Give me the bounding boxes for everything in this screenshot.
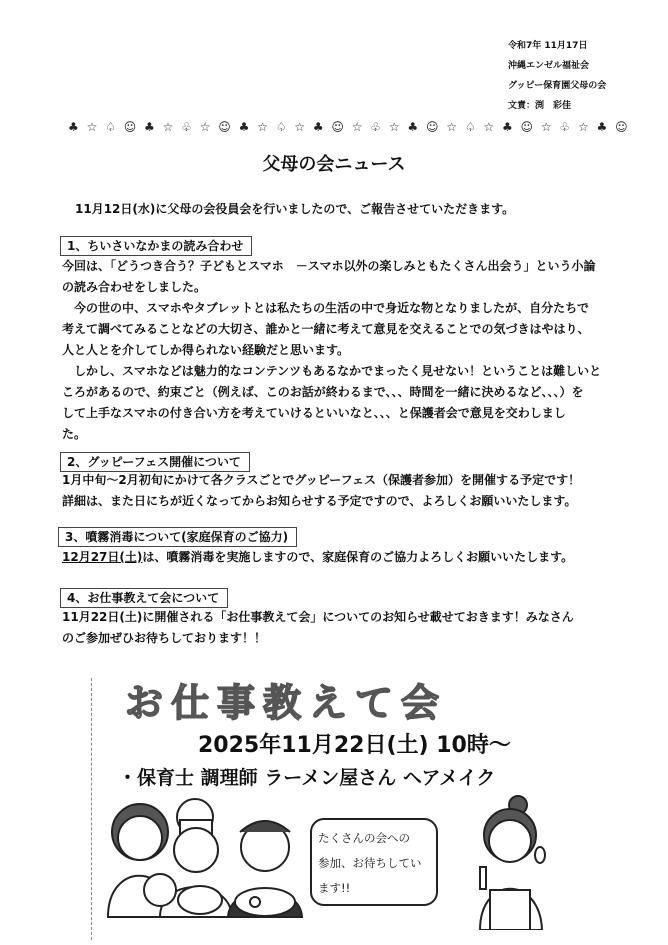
flyer-date: 2025年11月22日(土) 10時～	[198, 733, 511, 758]
decoration-icon: ♣	[238, 120, 250, 134]
section-2-body	[62, 470, 580, 512]
bubble-line: たくさんの会への	[318, 831, 410, 845]
intro-text: 11月12日(水)に父母の会役員会を行いましたので、ご報告させていただきます。	[75, 202, 515, 216]
section-4-heading: 4、お仕事教えて会について	[60, 588, 228, 608]
group-name: グッピー保育園父母の会	[508, 81, 607, 91]
decoration-icon: ☆	[388, 120, 400, 134]
decoration-icon: ☆	[162, 120, 174, 134]
decoration-icon: ♧	[559, 120, 571, 134]
document-date: 令和7年 11月17日	[508, 41, 588, 51]
body-line: のご参加ぜひお待ちしております！！	[62, 631, 267, 645]
decoration-icon: ☆	[540, 120, 552, 134]
section-4-body	[62, 607, 574, 649]
body-line: しかし、スマホなどは魅力的なコンテンツもあるなかでまったく見せない！ということは難しいと	[62, 364, 602, 378]
decoration-icon: ♤	[105, 120, 116, 134]
section-1-heading: 1、ちいさいなかまの読み合わせ	[60, 236, 252, 256]
organization-name: 沖縄エンゼル福祉会	[508, 61, 590, 71]
body-line: して上手なスマホの付き合い方を考えていけるといいなと、、、と保護者会で意見を交わしまし	[62, 406, 566, 420]
decoration-icon: ☆	[294, 120, 306, 134]
decoration-icon: ♤	[275, 120, 287, 134]
decoration-icon: ☆	[86, 120, 98, 134]
decoration-icon: ♣	[144, 120, 155, 134]
flyer-jobs: ・保育士 調理師 ラーメン屋さん ヘアメイク	[118, 767, 496, 789]
body-line: 考えて調べてみることなどの大切さ、誰かと一緒に考えて意見を交えることでの気づきはやはり、	[62, 322, 590, 336]
bubble-line: 参加、お待ちしてい	[318, 856, 422, 870]
decoration-icon: ☺	[331, 120, 344, 134]
body-line: た。	[62, 427, 87, 441]
decoration-icon: ☺	[218, 120, 231, 134]
decoration-icon: ☺	[520, 120, 534, 134]
decoration-icon: ♣	[68, 120, 79, 134]
speech-bubble	[310, 818, 438, 906]
decoration-icon: ☆	[351, 120, 363, 134]
decoration-icon: ☺	[615, 120, 628, 134]
body-line: 今の世の中、スマホやタブレットとは私たちの生活の中で身近な物となりましたが、自分たちで	[62, 301, 590, 315]
decoration-icon: ♤	[464, 120, 476, 134]
disinfection-date: 12月27日(土)	[62, 550, 143, 564]
decoration-icon: ☺	[425, 120, 439, 134]
body-line: ころがあるので、約束ごと（例えば、このお話が終わるまで、、、時間を一緒に決めるなど、、、）を	[62, 385, 584, 399]
author: 文責：渕 彩佳	[508, 101, 572, 111]
workers-illustration	[100, 792, 305, 922]
decoration-icon: ☆	[257, 120, 268, 134]
decoration-icon: ☆	[577, 120, 589, 134]
body-line: 1月中旬～2月初旬にかけて各クラスごとでグッピーフェス（保護者参加）を開催する予定です！	[62, 473, 581, 487]
flyer-border	[91, 678, 93, 940]
decoration-icon: ☆	[483, 120, 495, 134]
flyer-title: お仕事教えて会	[125, 681, 448, 725]
body-line: 人と人とを介してしか得られない経験だと思います。	[62, 343, 350, 357]
decoration-icon: ♧	[181, 120, 192, 134]
decoration-icon: ☆	[446, 120, 458, 134]
section-3-heading: 3、噴霧消毒について(家庭保育のご協力)	[58, 527, 297, 547]
body-line: 11月22日(土)に開催される「お仕事教えて会」についてのお知らせ載せておきます！みなさん	[62, 610, 574, 624]
body-line: は、噴霧消毒を実施しますので、家庭保育のご協力よろしくお願いいたします。	[142, 550, 574, 564]
body-line: の読み合わせをしました。	[62, 280, 207, 294]
decoration-icon: ♣	[596, 120, 608, 134]
decoration-icon: ☺	[123, 120, 137, 134]
section-1-body	[62, 256, 601, 445]
hairdresser-illustration	[470, 795, 550, 930]
section-3-body	[62, 547, 573, 568]
decorative-border	[68, 120, 628, 134]
decoration-icon: ♣	[407, 120, 419, 134]
bubble-line: ます!!	[318, 881, 351, 895]
section-2-heading: 2、グッピーフェス開催について	[60, 452, 250, 472]
decoration-icon: ♣	[312, 120, 324, 134]
page-title: 父母の会ニュース	[262, 154, 406, 175]
body-line: 詳細は、また日にちが近くなってからお知らせする予定ですので、よろしくお願いいたします。	[62, 494, 577, 508]
decoration-icon: ♣	[501, 120, 513, 134]
decoration-icon: ☆	[199, 120, 211, 134]
decoration-icon: ♧	[370, 120, 382, 134]
body-line: 今回は、「どうつき合う？子どもとスマホ －スマホ以外の楽しみともたくさん出会う」という小論	[62, 259, 596, 273]
